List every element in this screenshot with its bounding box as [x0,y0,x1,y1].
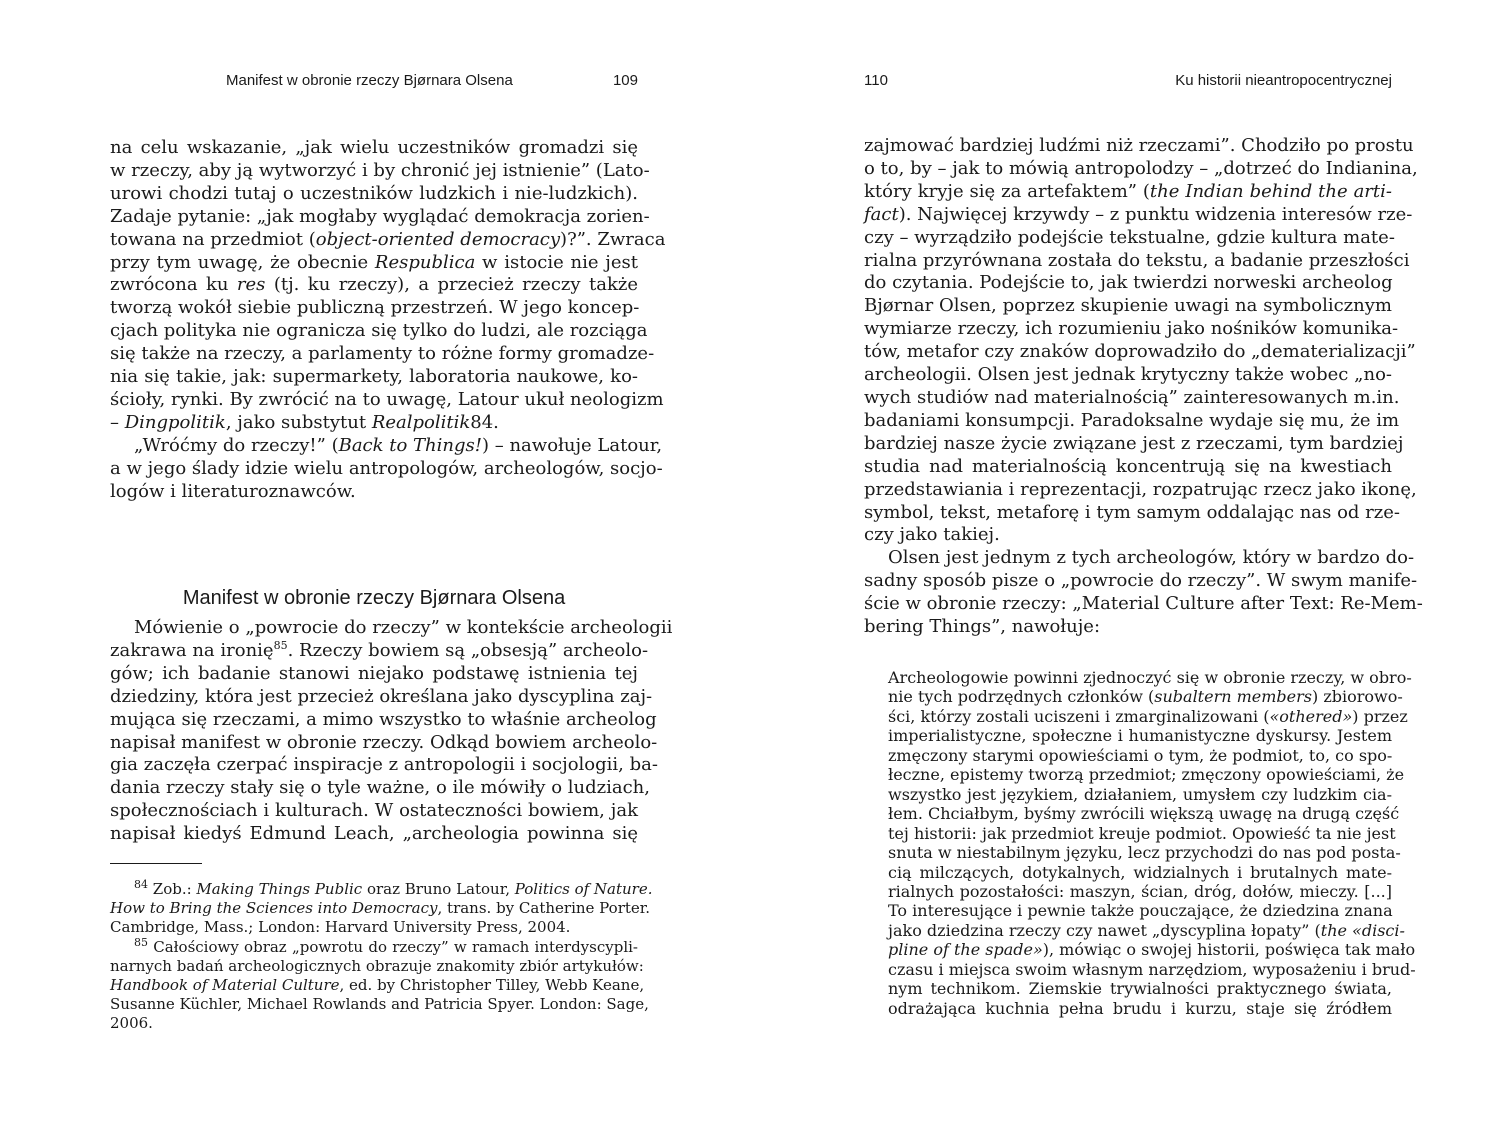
text-line: społecznościach i kulturach. W ostateczności bowiem, jak [110,800,638,822]
left-page [110,0,673,1140]
text-line: napisał kiedyś Edmund Leach, „archeologia powinna się [110,823,638,845]
text-line: pline of the spade»), mówiąc o swojej historii, poświęca tak mało [888,940,1416,960]
text-line: a w jego ślady idzie wielu antropologów, archeologów, socjo- [110,457,663,479]
text-line: który kryje się za artefaktem” (the Indian behind the arti- [864,180,1392,202]
text-line: tej historii: jak przedmiot kreuje podmiot. Opowieść ta nie jest [888,823,1396,843]
text-line: cią milczących, dotykalnych, widzialnych i brutalnych mate- [888,862,1392,882]
text-line: rialna przyrównana została do tekstu, a badanie przeszłości [864,249,1410,271]
text-line: ści, którzy zostali uciszeni i zmarginalizowani («othered») przez [888,706,1408,726]
right-page-number: 110 [864,72,888,89]
text-line: zwrócona ku res (tj. ku rzeczy), a przecież rzeczy także [110,274,638,296]
text-line: gów; ich badanie stanowi niejako podstawę istnienia tej [110,662,638,684]
left-paragraph-1 [110,137,666,435]
text-line: zakrawa na ironię$^{85}$. Rzeczy bowiem są „obsesją” archeolo- [110,638,649,661]
text-line: imperialistyczne, społeczne i humanistyczne dyskursy. Jestem [888,726,1392,746]
left-running-title: Manifest w obronie rzeczy Bjørnara Olsena [226,72,513,89]
text-line: ścioły, rynki. By zwrócić na to uwagę, Latour ukuł neologizm [110,388,664,410]
text-line: nie tych podrzędnych członków (subaltern members) zbiorowo- [888,687,1403,707]
text-line: Zadaje pytanie: „jak mogłaby wyglądać demokracja zorien- [110,205,650,227]
text-line: nym technikom. Ziemskie trywialności praktycznego świata, [888,979,1392,999]
text-line: Archeologowie powinni zjednoczyć się w obronie rzeczy, w obro- [888,668,1412,687]
text-line: rialnych pozostałości: maszyn, ścian, dróg, dołów, mieczy. [...] [888,881,1392,901]
text-line: badaniami konsumpcji. Paradoksalne wydaje się mu, że im [864,409,1400,431]
text-line: ście w obronie rzeczy: „Material Culture after Text: Re-Mem- [864,593,1423,615]
text-line: łeczne, epistemy tworzą przedmiot; zmęczony opowieściami, że [888,765,1405,785]
text-line: Bjørnar Olsen, poprzez skupienie uwagi na symbolicznym [864,295,1392,317]
left-page-number: 109 [612,72,638,89]
right-running-head [864,72,1392,94]
text-line: bardziej nasze życie związane jest z rzeczami, tym bardziej [864,432,1404,454]
text-line: Susanne Küchler, Michael Rowlands and Patricia Spyer. London: Sage, [110,995,649,1014]
text-line: archeologii. Olsen jest jednak krytyczny także wobec „no- [864,364,1392,386]
footnotes [110,878,653,1034]
text-line: tworzą wokół siebie publiczną przestrzeń. W jego koncep- [110,297,640,319]
text-line: urowi chodzi tutaj o uczestników ludzkich i nie-ludzkich). [110,182,638,204]
text-line: wych studiów nad materialnością” zainteresowanych m.in. [864,386,1400,408]
text-line: jako dziedzina rzeczy czy nawet „dyscyplina łopaty” (the «disci- [888,920,1405,940]
text-line: $^{84}$ Zob.: Making Things Public oraz Bruno Latour, Politics of Nature. [134,878,653,898]
section-heading: Manifest w obronie rzeczy Bjørnara Olsena [182,586,566,609]
text-line: $^{85}$ Całościowy obraz „powrotu do rzeczy” w ramach interdyscypli- [134,935,638,956]
right-paragraph-2 [864,547,1423,639]
text-line: mująca się rzeczami, a mimo wszystko to właśnie archeolog [110,708,657,730]
text-line: Handbook of Material Culture, ed. by Christopher Tilley, Webb Keane, [110,976,645,995]
text-line: gia zaczęła czerpać inspiracje z antropologii i socjologii, ba- [110,754,658,776]
left-running-head [110,72,638,94]
text-line: wymiarze rzeczy, ich rozumieniu jako nośników komunika- [864,318,1399,340]
text-line: How to Bring the Sciences into Democracy, trans. by Catherine Porter. [110,899,651,918]
text-line: cjach polityka nie ogranicza się tylko do ludzi, ale rozciąga [110,320,648,342]
text-line: się także na rzeczy, a parlamenty to różne formy gromadze- [110,343,655,365]
text-line: fact). Najwięcej krzywdy – z punktu widzenia interesów rze- [864,203,1413,225]
text-line: odrażająca kuchnia pełna brudu i kurzu, staje się źródłem [888,998,1392,1018]
text-line: do czytania. Podejście to, jak twierdzi norweski archeolog [864,272,1393,294]
text-line: przedstawiania i reprezentacji, rozpatrując rzecz jako ikonę, [864,478,1417,500]
text-line: wszystko jest językiem, działaniem, umysłem czy ludzkim cia- [888,784,1392,804]
text-line: 2006. [110,1014,153,1033]
right-running-title: Ku historii nieantropocentrycznej [1175,72,1392,89]
text-line: sadny sposób pisze o „powrocie do rzeczy”. W swym manife- [864,570,1418,592]
text-line: Mówienie o „powrocie do rzeczy” w kontekście archeologii [134,617,673,638]
text-line: czasu i miejsca swoim własnym narzędziom, wyposażeniu i brud- [888,959,1416,979]
text-line: na celu wskazanie, „jak wielu uczestników gromadzi się [110,137,638,158]
text-line: czy – wyrządziło podejście tekstualne, gdzie kultura mate- [864,226,1395,248]
left-body-text-2 [110,617,673,846]
text-line: studia nad materialnością koncentrują się na kwestiach [864,455,1392,477]
text-line: narnych badań archeologicznych obrazuje znakomity zbiór artykułów: [110,956,644,975]
text-line: snuta w niestabilnym języku, lecz przychodzi do nas pod posta- [888,843,1401,863]
text-line: tów, metafor czy znaków doprowadziło do „dematerializacji” [864,341,1416,363]
text-line: symbol, tekst, metaforę i tym samym oddalając nas od rze- [864,501,1400,523]
text-line: łem. Chciałbym, byśmy zwrócili większą uwagę na drugą część [888,804,1400,824]
text-line: To interesujące i pewnie także pouczające, że dziedzina znana [888,901,1393,921]
block-quote [888,668,1416,1018]
footnote-84 [110,878,653,938]
left-body-text [110,137,666,504]
text-line: przy tym uwagę, że obecnie Respublica w istocie nie jest [110,251,638,273]
text-line: napisał manifest w obronie rzeczy. Odkąd bowiem archeolo- [110,731,658,753]
text-line: dania rzeczy stały się o tyle ważne, o ile mówiły o ludziach, [110,777,650,799]
text-line: logów i literaturoznawców. [110,480,356,502]
text-line: o to, by – jak to mówią antropolodzy – „dotrzeć do Indianina, [864,157,1418,179]
text-line: w rzeczy, aby ją wytworzyć i by chronić jej istnienie” (Lato- [110,159,650,181]
text-line: – Dingpolitik, jako substytut Realpolitik84. [110,411,499,433]
footnote-rule [110,863,202,864]
text-line: Olsen jest jednym z tych archeologów, który w bardzo do- [888,547,1415,569]
right-paragraph-1 [864,135,1418,547]
text-line: „Wróćmy do rzeczy!” (Back to Things!) – nawołuje Latour, [134,434,663,456]
text-line: dziedziny, która jest przecież określana jako dyscyplina zaj- [110,685,653,707]
text-line: zmęczony starymi opowieściami o tym, że podmiot, to, co spo- [888,745,1393,765]
text-line: bering Things”, nawołuje: [864,616,1101,638]
right-page [864,0,1423,1140]
text-line: zajmować bardziej ludźmi niż rzeczami”. Chodziło po prostu [864,135,1414,156]
left-paragraph-3 [110,617,673,846]
text-line: Cambridge, Mass.; London: Harvard University Press, 2004. [110,918,571,937]
left-paragraph-2 [110,434,663,504]
footnote-85 [110,935,649,1034]
text-line: towana na przedmiot (object-oriented democracy)?”. Zwraca [110,228,666,250]
right-body-text [864,135,1423,639]
text-line: czy jako takiej. [864,524,1000,546]
text-line: nia się takie, jak: supermarkety, laboratoria naukowe, ko- [110,366,638,388]
